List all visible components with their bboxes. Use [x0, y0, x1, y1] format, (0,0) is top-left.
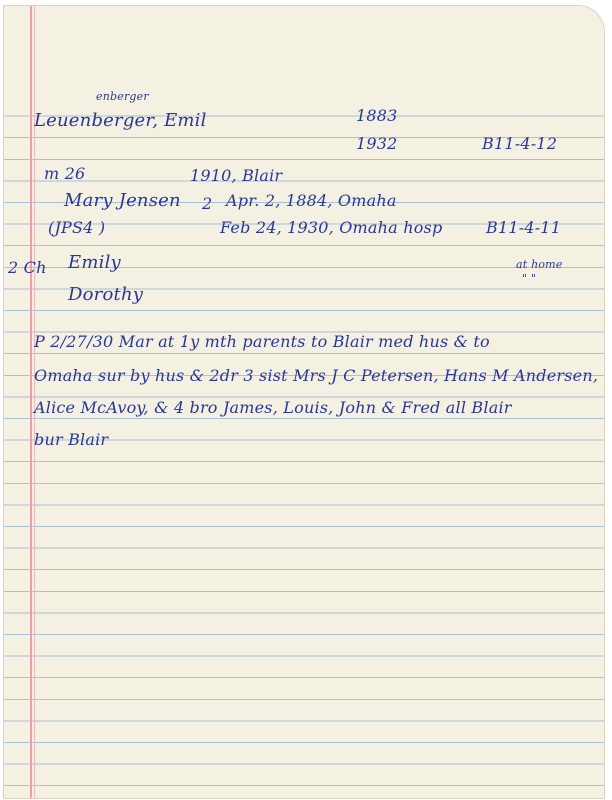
children-ditto: " " — [522, 272, 537, 285]
children-label: 2 Ch — [8, 258, 47, 277]
spouse-name: Mary Jensen — [64, 190, 181, 211]
obituary-line-3: Alice McAvoy, & 4 bro James, Louis, John & Fred all Blair — [34, 398, 512, 417]
obituary-line-1: P 2/27/30 Mar at 1y mth parents to Blair med hus & to — [34, 332, 490, 351]
married-label: m 26 — [44, 164, 86, 183]
children-note: at home — [516, 258, 563, 271]
page-header-area — [4, 6, 604, 92]
spouse-note: (JPS4 ) — [48, 218, 106, 237]
margin-line — [30, 6, 32, 798]
child-dorothy: Dorothy — [68, 284, 144, 305]
name: Leuenberger, Emil — [34, 110, 207, 131]
death-year: 1932 — [356, 134, 398, 153]
marriage-info: 1910, Blair — [190, 166, 283, 185]
spouse-number: 2 — [202, 194, 213, 213]
spouse-birth: Apr. 2, 1884, Omaha — [226, 191, 397, 210]
notebook-page — [4, 6, 604, 798]
surname-correction: enberger — [96, 90, 149, 103]
obituary-line-4: bur Blair — [34, 430, 109, 449]
obituary-line-2: Omaha sur by hus & 2dr 3 sist Mrs J C Petersen, Hans M Andersen, — [34, 366, 599, 385]
spouse-burial-lot: B11-4-11 — [486, 218, 562, 237]
spouse-death: Feb 24, 1930, Omaha hosp — [220, 218, 443, 237]
burial-lot: B11-4-12 — [482, 134, 558, 153]
child-emily: Emily — [68, 252, 121, 273]
birth-year: 1883 — [356, 106, 398, 125]
